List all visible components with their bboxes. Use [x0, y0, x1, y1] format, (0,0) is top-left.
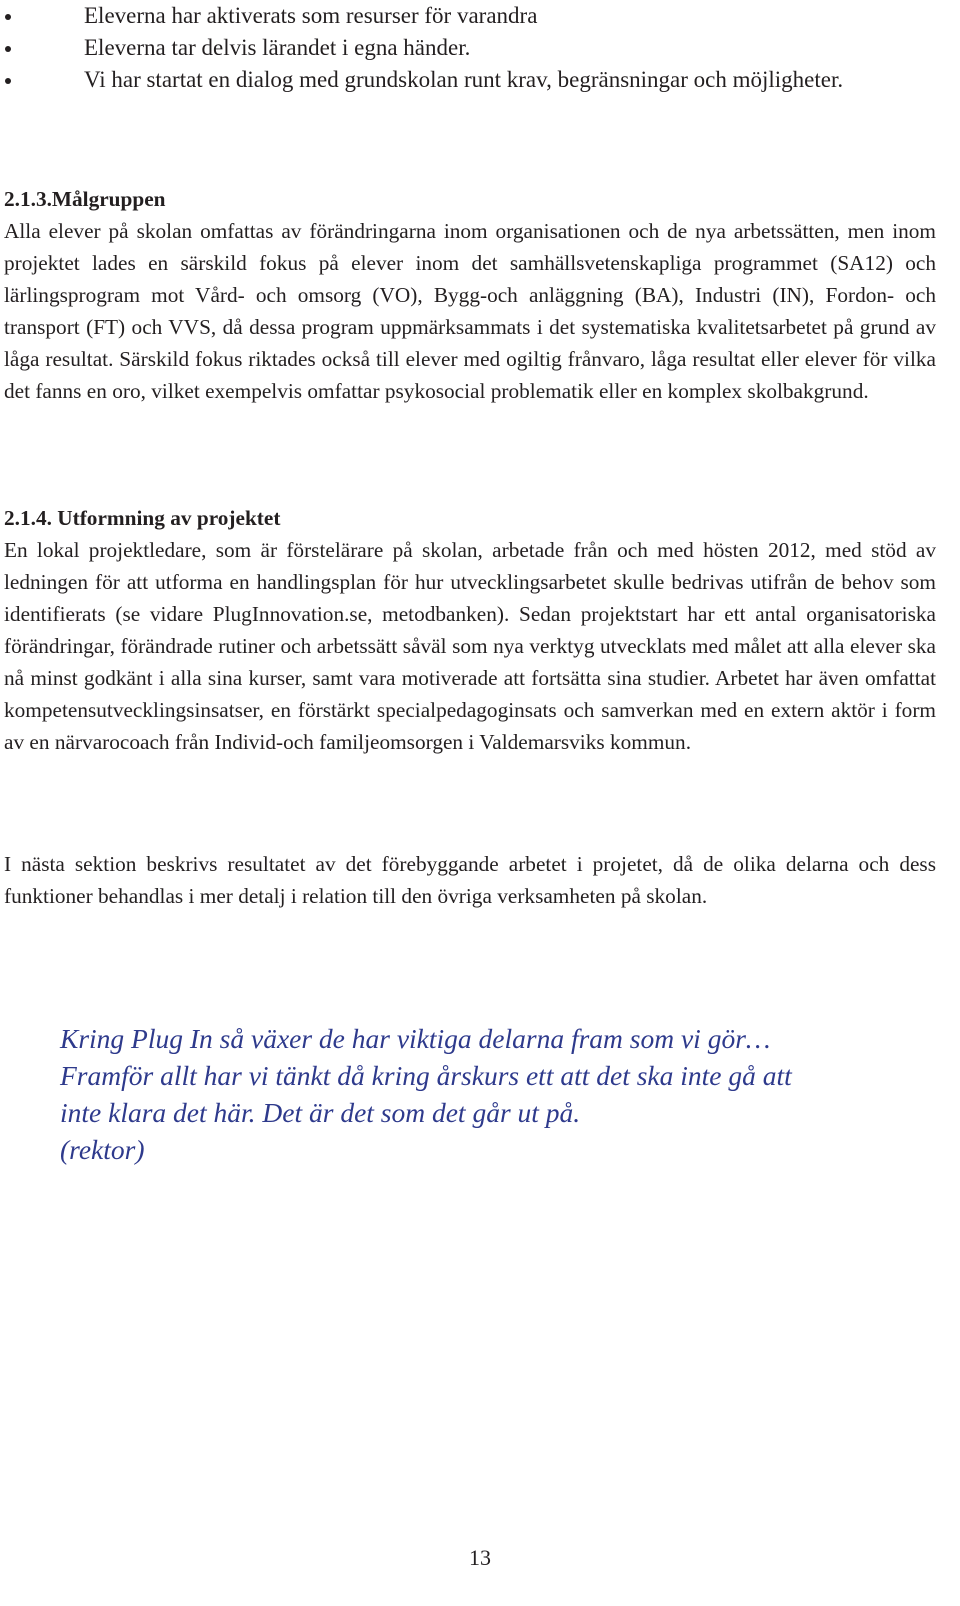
bullet-text: Vi har startat en dialog med grundskolan runt krav, begränsningar och möjligheter.: [84, 67, 844, 92]
section-body: I nästa sektion beskrivs resultatet av det förebyggande arbetet i projetet, då de olika delarna och dess funktioner behandlas i mer detalj i relation till den övriga verksamheten på skolan.: [4, 852, 936, 908]
list-item: [0, 0, 880, 32]
quote-line: Framför allt har vi tänkt då kring årskurs ett att det ska inte gå att: [60, 1060, 792, 1091]
bullet-icon: [5, 78, 11, 84]
section-heading: 2.1.3.Målgruppen: [4, 187, 166, 211]
section-body: Alla elever på skolan omfattas av förändringarna inom organisationen och de nya arbetssätten, men inom projektet lades en särskild fokus på elever inom det samhällsvetenskapliga programmet (SA12) och lärlingsprogram mot Vård- och omsorg (VO), Bygg-och anläggning (BA), Industri (IN), Fordon- och transport (FT) och VVS, då dessa program uppmärksammats i det systematiska kvalitetsarbetet på grund av låga resultat. Särskild fokus riktades också till elever med ogiltig frånvaro, låga resultat eller elever för vilka det fanns en oro, vilket exempelvis omfattar psykosocial problematik eller en komplex skolbakgrund.: [4, 219, 936, 403]
section-malgruppen: [4, 183, 936, 407]
section-next-intro: [4, 848, 936, 912]
bullet-list: [0, 0, 880, 96]
page-number: 13: [469, 1545, 491, 1570]
quote-attribution: (rektor): [60, 1134, 145, 1165]
pull-quote: [60, 1020, 900, 1168]
quote-line: Kring Plug In så växer de har viktiga delarna fram som vi gör…: [60, 1023, 771, 1054]
quote-line: inte klara det här. Det är det som det går ut på.: [60, 1097, 581, 1128]
section-heading: 2.1.4. Utformning av projektet: [4, 506, 281, 530]
bullet-icon: [5, 14, 11, 20]
section-utformning: [4, 502, 936, 758]
bullet-icon: [5, 46, 11, 52]
bullet-text: Eleverna har aktiverats som resurser för varandra: [84, 3, 538, 28]
list-item: [0, 32, 880, 64]
list-item: [0, 64, 880, 96]
section-body: En lokal projektledare, som är förstelärare på skolan, arbetade från och med hösten 2012, med stöd av ledningen för att utforma en handlingsplan för hur utvecklingsarbetet skulle bedrivas utifrån de behov som identifierats (se vidare PlugInnovation.se, metodbanken). Sedan projektstart har ett antal organisatoriska förändringar, förändrade rutiner och arbetssätt såväl som nya verktyg utvecklats med målet att alla elever ska nå minst godkänt i alla sina kurser, samt vara motiverade att fortsätta sina studier. Arbetet har även omfattat kompetensutvecklingsinsatser, en förstärkt specialpedagoginsats och samverkan med en extern aktör i form av en närvarocoach från Individ-och familjeomsorgen i Valdemarsviks kommun.: [4, 538, 936, 754]
bullet-text: Eleverna tar delvis lärandet i egna händer.: [84, 35, 471, 60]
